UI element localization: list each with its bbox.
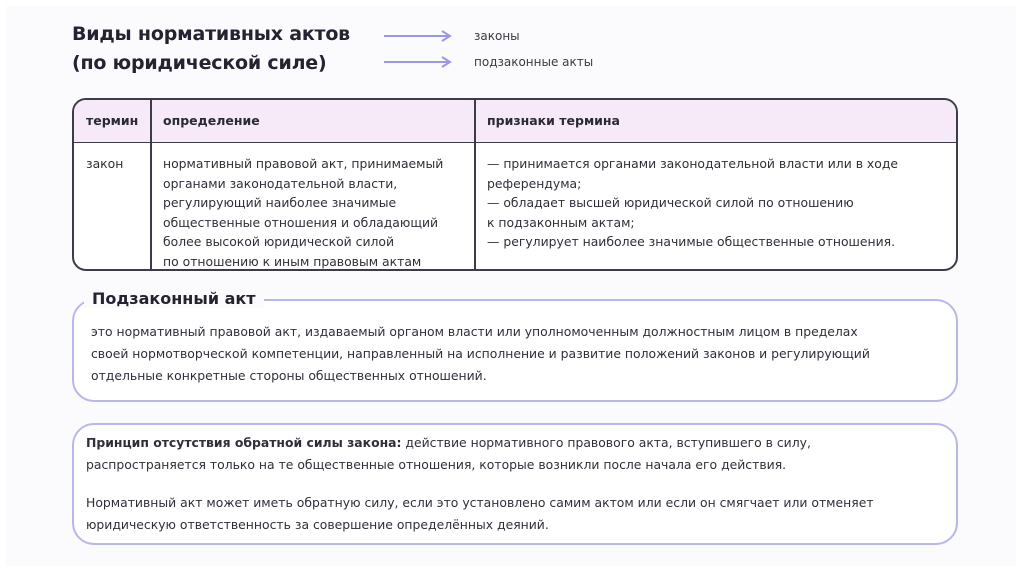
bylaw-line: своей нормотворческой компетенции, направленный на исполнение и развитие положений законов и регулирующий	[91, 346, 870, 361]
terms-table	[72, 98, 958, 271]
definition-line: более высокой юридической силой	[163, 234, 395, 249]
arrow-label-laws: законы	[474, 29, 520, 43]
header-features: признаки термина	[487, 113, 620, 128]
feature-line: референдума;	[487, 175, 582, 191]
header-definition: определение	[163, 113, 260, 128]
definition-line: по отношению к иным правовым актам	[163, 253, 422, 269]
row-definition	[163, 154, 443, 271]
principle-line-3: Нормативный акт может иметь обратную силу, если это установлено самим актом или если он смягчает или отменяет	[86, 495, 874, 510]
arrow-right-icon	[384, 56, 454, 68]
feature-line: — принимается органами законодательной власти или в ходе	[487, 156, 899, 171]
bylaw-title: Подзаконный акт	[84, 289, 264, 308]
row-term: закон	[86, 156, 124, 171]
definition-line: органами законодательной власти,	[163, 175, 398, 191]
principle-line-1	[86, 432, 874, 454]
column-divider	[150, 100, 152, 269]
title-line-1: Виды нормативных актов	[72, 23, 351, 45]
principle-line-4: юридическую ответственность за совершение определённых деяний.	[86, 517, 549, 532]
definition-line: общественные отношения и обладающий	[163, 214, 439, 230]
bylaw-line: отдельные конкретные стороны общественных отношений.	[91, 368, 487, 383]
column-divider	[474, 100, 476, 269]
bylaw-definition	[91, 321, 870, 387]
paragraph-spacer	[86, 476, 874, 492]
arrow-label-bylaws: подзаконные акты	[474, 55, 594, 69]
principle-lead: Принцип отсутствия обратной силы закона:	[86, 435, 402, 450]
definition-line: регулирующий наиболее значимые	[163, 195, 397, 210]
principle-line-2: распространяется только на те общественные отношения, которые возникли после начала его действия.	[86, 457, 787, 472]
header-term: термин	[86, 113, 139, 128]
principle-line-1-rest: действие нормативного правового акта, вступившего в силу,	[401, 435, 811, 450]
row-features	[487, 154, 898, 252]
principle-text	[86, 432, 874, 536]
table-header	[74, 100, 956, 143]
feature-line: к подзаконным актам;	[487, 214, 635, 230]
bylaw-line: это нормативный правовой акт, издаваемый органом власти или уполномоченным должностным лицом в пределах	[91, 324, 858, 339]
definition-line: нормативный правовой акт, принимаемый	[163, 156, 444, 171]
title-line-2: (по юридической силе)	[72, 52, 327, 74]
arrow-right-icon	[384, 30, 454, 42]
slide-title	[72, 20, 350, 78]
feature-line: — обладает высшей юридической силой по отношению	[487, 195, 854, 210]
feature-line: — регулирует наиболее значимые общественные отношения.	[487, 234, 896, 249]
